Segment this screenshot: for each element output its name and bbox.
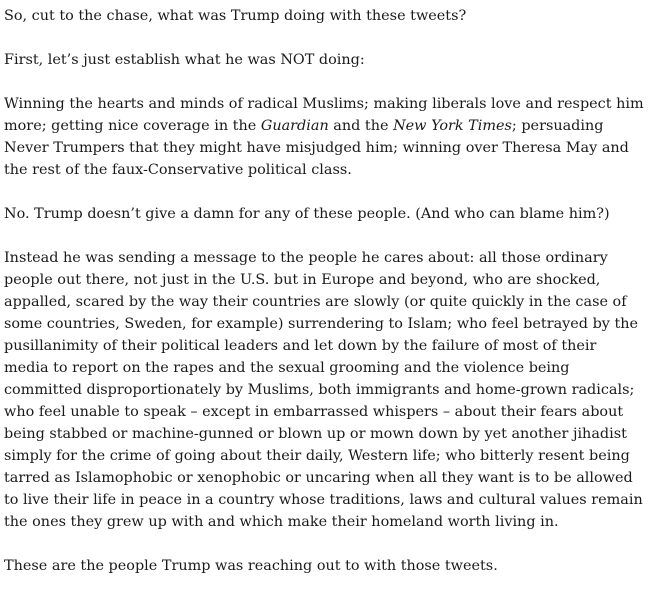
paragraph-not-doing-intro: First, let’s just establish what he was NOT doing: [4, 52, 365, 68]
publication-new-york-times: New York Times [393, 118, 512, 134]
paragraph-not-doing-list [4, 93, 644, 181]
article-body [4, 0, 644, 599]
list-text-part-2: and the [328, 118, 394, 134]
publication-guardian: Guardian [260, 118, 329, 134]
paragraph-message: Instead he was sending a message to the people he cares about: all those ordinary people out there, not just in the U.S. but in Europe and beyond, who are shocked, appalled, scared by the way their countries are slowly (or quite quickly in the case of some countries, Sweden, for example) surrendering to Islam; who feel betrayed by the pusillanimity of their political leaders and let down by the failure of most of their media to report on the rapes and the sexual grooming and the violence being committed disproportionately by Muslims, both immigrants and home-grown radicals; who feel unable to speak – except in embarrassed whispers – about their fears about being stabbed or machine-gunned or blown up or mown down by yet another jihadist simply for the crime of going about their daily, Western life; who bitterly resent being tarred as Islamophobic or xenophobic or uncaring when all they want is to be allowed to live their life in peace in a country whose traditions, laws and cultural values remain the ones they grew up with and which make their homeland worth living in. [4, 250, 643, 530]
list-text-part-1: Winning the hearts and minds of radical Muslims; making liberals love and respect him more; getting nice coverage in the [4, 96, 644, 134]
paragraph-cut-to-chase: So, cut to the chase, what was Trump doing with these tweets? [4, 8, 467, 24]
list-text-part-3: ; persuading Never Trumpers that they might have misjudged him; winning over Theresa May and the rest of the faux-Conservative political class. [4, 118, 629, 178]
paragraph-no-damn: No. Trump doesn’t give a damn for any of these people. (And who can blame him?) [4, 206, 610, 222]
paragraph-conclusion: These are the people Trump was reaching out to with those tweets. [4, 558, 498, 574]
